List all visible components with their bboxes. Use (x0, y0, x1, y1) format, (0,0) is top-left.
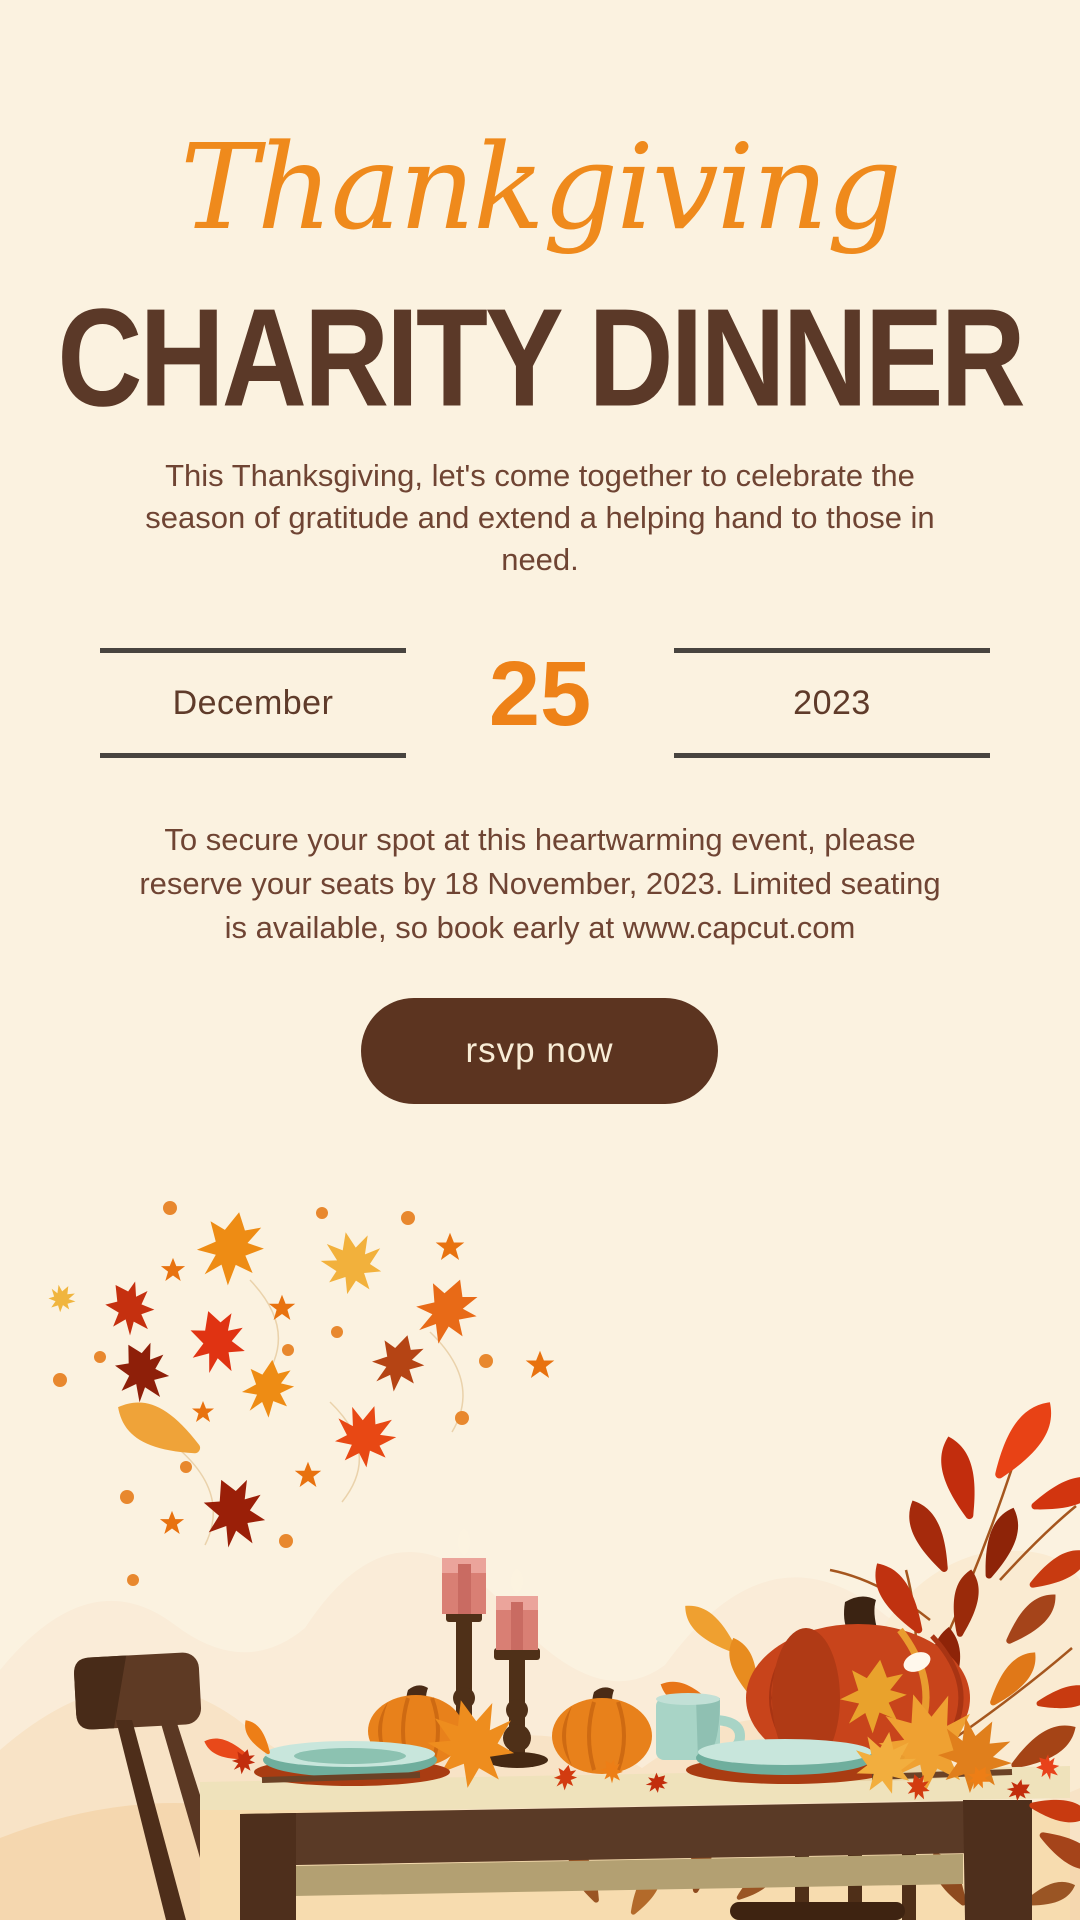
date-month-box (100, 648, 406, 758)
intro-line: This Thanksgiving, let's come together to celebrate the (165, 458, 915, 493)
script-title: Thankgiving (180, 118, 900, 256)
event-date (0, 643, 1080, 758)
rsvp-button[interactable]: rsvp now (361, 998, 718, 1104)
intro-paragraph (90, 455, 990, 581)
autumn-dinner-illustration (0, 1150, 1080, 1920)
main-title: CHARITY DINNER (57, 280, 1023, 437)
date-year: 2023 (793, 683, 871, 722)
details-line: is available, so book early at www.capcut.com (224, 910, 856, 945)
date-month: December (172, 683, 334, 722)
date-year-box (674, 648, 990, 758)
details-line: To secure your spot at this heartwarming event, please (164, 822, 916, 857)
details-paragraph (90, 818, 990, 950)
date-day: 25 (488, 643, 592, 745)
plate-right (686, 1739, 890, 1784)
intro-line: season of gratitude and extend a helping hand to those in (145, 500, 935, 535)
intro-line: need. (501, 542, 579, 577)
falling-leaves-illustration (44, 1201, 554, 1586)
details-line: reserve your seats by 18 November, 2023. Limited seating (139, 866, 941, 901)
dining-table-illustration (200, 1766, 1080, 1920)
